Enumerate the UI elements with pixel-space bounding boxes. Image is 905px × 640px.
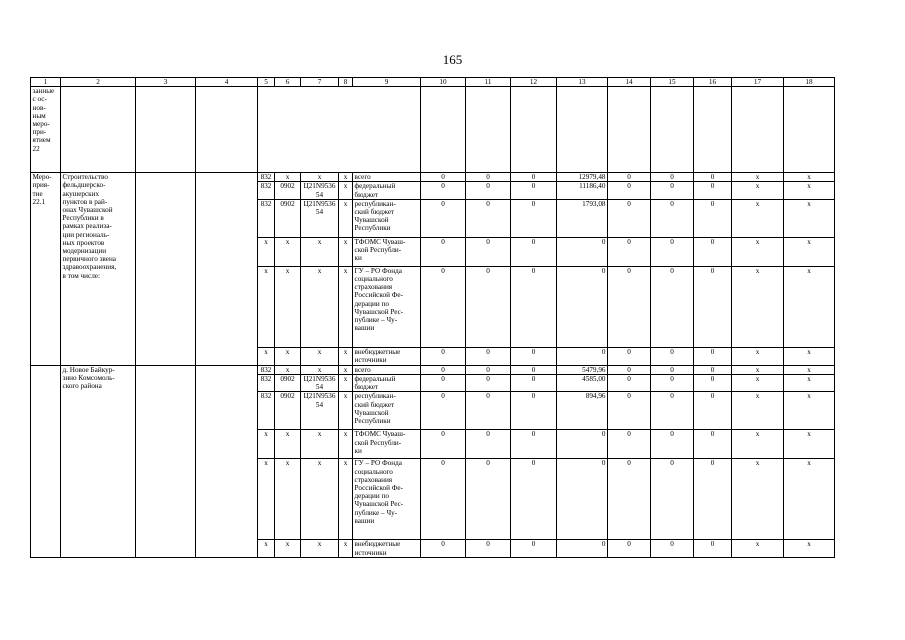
value-cell: x	[339, 347, 353, 365]
value-cell: 0	[557, 540, 608, 558]
value-cell: 832	[258, 199, 275, 237]
value-cell: 1793,08	[557, 199, 608, 237]
value-cell: 0	[466, 430, 511, 459]
value-cell: x	[732, 173, 784, 182]
value-cell: x	[732, 199, 784, 237]
value-cell: 894,96	[557, 392, 608, 430]
value-cell: 0	[694, 182, 732, 199]
value-cell: 0	[421, 237, 466, 266]
value-cell: 0	[511, 430, 557, 459]
column-number-12: 12	[511, 78, 557, 87]
value-cell: 0	[608, 237, 651, 266]
value-cell: 0	[557, 459, 608, 540]
value-cell: 0	[651, 237, 694, 266]
value-cell: x	[784, 459, 835, 540]
funding-source-cell: внебюджетные источники	[353, 540, 421, 558]
value-cell: x	[275, 540, 301, 558]
table-row	[31, 173, 835, 182]
empty-cell	[136, 173, 196, 366]
value-cell: 0	[694, 430, 732, 459]
column-number-11: 11	[466, 78, 511, 87]
value-cell: 0	[466, 347, 511, 365]
value-cell: 0	[557, 266, 608, 347]
value-cell: x	[275, 347, 301, 365]
value-cell: 0	[608, 199, 651, 237]
empty-cell	[511, 87, 557, 173]
value-cell: x	[784, 237, 835, 266]
value-cell: x	[301, 459, 339, 540]
empty-cell	[136, 87, 196, 173]
funding-source-cell: ГУ – РО Фонда социального страхования Российской Фе- дерации по Чувашской Рес- публике – Чу- вашии	[353, 266, 421, 347]
value-cell: x	[301, 173, 339, 182]
value-cell: 0	[694, 266, 732, 347]
value-cell: x	[301, 430, 339, 459]
value-cell: 0	[421, 459, 466, 540]
measure-number-cell: Меро- прия- тие 22.1	[31, 173, 61, 366]
value-cell: x	[275, 430, 301, 459]
value-cell: 0	[466, 266, 511, 347]
value-cell: x	[339, 173, 353, 182]
value-cell: 0	[557, 237, 608, 266]
column-number-6: 6	[275, 78, 301, 87]
value-cell: x	[339, 430, 353, 459]
value-cell: 0	[608, 375, 651, 392]
empty-cell	[136, 365, 196, 558]
value-cell: x	[258, 237, 275, 266]
column-number-16: 16	[694, 78, 732, 87]
value-cell: x	[275, 237, 301, 266]
empty-cell	[732, 87, 784, 173]
value-cell: 832	[258, 173, 275, 182]
value-cell: 12979,48	[557, 173, 608, 182]
value-cell: 0	[651, 266, 694, 347]
value-cell: 0	[421, 430, 466, 459]
value-cell: 0	[511, 392, 557, 430]
value-cell: x	[258, 459, 275, 540]
value-cell: x	[784, 199, 835, 237]
value-cell: 0	[511, 459, 557, 540]
empty-cell	[466, 87, 511, 173]
value-cell: 0	[511, 540, 557, 558]
value-cell: x	[339, 375, 353, 392]
column-number-5: 5	[258, 78, 275, 87]
value-cell: 4585,00	[557, 375, 608, 392]
value-cell: x	[339, 266, 353, 347]
value-cell: x	[732, 365, 784, 374]
column-number-9: 9	[353, 78, 421, 87]
value-cell: 0	[608, 182, 651, 199]
value-cell: 0902	[275, 182, 301, 199]
funding-source-cell: всего	[353, 365, 421, 374]
empty-cell	[608, 87, 651, 173]
empty-cell	[258, 87, 421, 173]
value-cell: x	[784, 173, 835, 182]
empty-cell	[784, 87, 835, 173]
value-cell: 0	[608, 392, 651, 430]
value-cell: 0902	[275, 199, 301, 237]
value-cell: 5479,96	[557, 365, 608, 374]
value-cell: x	[339, 182, 353, 199]
value-cell: 0	[466, 237, 511, 266]
value-cell: 0	[651, 540, 694, 558]
value-cell: x	[258, 430, 275, 459]
value-cell: x	[732, 182, 784, 199]
column-number-row	[31, 78, 835, 87]
empty-cell	[196, 87, 258, 173]
value-cell: 0	[651, 459, 694, 540]
value-cell: x	[732, 237, 784, 266]
funding-source-cell: ГУ – РО Фонда социального страхования Российской Фе- дерации по Чувашской Рес- публике – Чу- вашии	[353, 459, 421, 540]
value-cell: 0	[694, 365, 732, 374]
funding-source-cell: республикан- ский бюджет Чувашской Республики	[353, 392, 421, 430]
value-cell: x	[301, 365, 339, 374]
value-cell: 0	[608, 430, 651, 459]
value-cell: 0	[511, 182, 557, 199]
value-cell: x	[339, 459, 353, 540]
value-cell: x	[339, 540, 353, 558]
empty-cell	[651, 87, 694, 173]
value-cell: 0	[466, 199, 511, 237]
value-cell: x	[784, 266, 835, 347]
value-cell: 0	[511, 347, 557, 365]
funding-source-cell: федеральный бюджет	[353, 375, 421, 392]
value-cell: 0	[511, 173, 557, 182]
value-cell: 0	[608, 266, 651, 347]
column-number-17: 17	[732, 78, 784, 87]
column-number-3: 3	[136, 78, 196, 87]
value-cell: 832	[258, 365, 275, 374]
value-cell: 0	[466, 459, 511, 540]
value-cell: x	[784, 365, 835, 374]
value-cell: x	[275, 365, 301, 374]
continued-measure-cell: занные с ос- нов- ным меро- при- ятием 22	[31, 87, 61, 173]
column-number-8: 8	[339, 78, 353, 87]
value-cell: 832	[258, 182, 275, 199]
value-cell: 0	[466, 392, 511, 430]
value-cell: 832	[258, 375, 275, 392]
value-cell: x	[258, 540, 275, 558]
funding-source-cell: федеральный бюджет	[353, 182, 421, 199]
page-number: 165	[442, 52, 463, 67]
value-cell: x	[275, 266, 301, 347]
value-cell: Ц21N9536 54	[301, 392, 339, 430]
value-cell: 0	[694, 392, 732, 430]
empty-cell	[61, 87, 136, 173]
value-cell: 0	[651, 199, 694, 237]
budget-table	[30, 77, 835, 558]
value-cell: 0	[651, 182, 694, 199]
value-cell: x	[784, 392, 835, 430]
value-cell: x	[732, 375, 784, 392]
value-cell: 0	[694, 347, 732, 365]
value-cell: 0902	[275, 392, 301, 430]
empty-cell	[557, 87, 608, 173]
value-cell: x	[339, 365, 353, 374]
value-cell: x	[784, 430, 835, 459]
value-cell: x	[732, 266, 784, 347]
column-number-13: 13	[557, 78, 608, 87]
value-cell: x	[732, 392, 784, 430]
column-number-15: 15	[651, 78, 694, 87]
value-cell: 0	[651, 375, 694, 392]
value-cell: x	[339, 392, 353, 430]
measure-name-cell: д. Новое Байкур- зино Комсомоль- ского района	[61, 365, 136, 558]
value-cell: x	[301, 540, 339, 558]
value-cell: x	[275, 459, 301, 540]
empty-cell	[196, 365, 258, 558]
value-cell: x	[784, 540, 835, 558]
value-cell: 0	[608, 173, 651, 182]
column-number-1: 1	[31, 78, 61, 87]
value-cell: x	[732, 430, 784, 459]
value-cell: 0	[511, 266, 557, 347]
value-cell: 11186,40	[557, 182, 608, 199]
value-cell: 0	[466, 182, 511, 199]
funding-source-cell: республикан- ский бюджет Чувашской Республики	[353, 199, 421, 237]
value-cell: 0	[651, 173, 694, 182]
value-cell: 0	[694, 173, 732, 182]
value-cell: 0	[421, 173, 466, 182]
value-cell: 0	[608, 365, 651, 374]
value-cell: Ц21N9536 54	[301, 182, 339, 199]
value-cell: 0	[511, 199, 557, 237]
column-number-2: 2	[61, 78, 136, 87]
funding-source-cell: всего	[353, 173, 421, 182]
value-cell: 0	[511, 365, 557, 374]
column-number-10: 10	[421, 78, 466, 87]
value-cell: 0	[608, 459, 651, 540]
value-cell: x	[301, 347, 339, 365]
value-cell: 0	[511, 237, 557, 266]
column-number-7: 7	[301, 78, 339, 87]
value-cell: x	[784, 347, 835, 365]
value-cell: Ц21N9536 54	[301, 199, 339, 237]
value-cell: 832	[258, 392, 275, 430]
value-cell: 0	[421, 540, 466, 558]
funding-source-cell: ТФОМС Чуваш- ской Республи- ки	[353, 430, 421, 459]
value-cell: x	[732, 459, 784, 540]
value-cell: 0	[421, 266, 466, 347]
value-cell: x	[301, 237, 339, 266]
value-cell: 0	[421, 347, 466, 365]
empty-cell	[196, 173, 258, 366]
column-number-14: 14	[608, 78, 651, 87]
measure-name-cell: Строительство фельдшерско- акушерских пунктов в рай- онах Чувашской Республики в рамках реализа- ции региональ- ных проектов модернизации первичного звена здравоохранения, в том числе:	[61, 173, 136, 366]
value-cell: x	[258, 347, 275, 365]
value-cell: 0	[466, 375, 511, 392]
value-cell: 0	[557, 430, 608, 459]
value-cell: 0	[466, 540, 511, 558]
value-cell: x	[258, 266, 275, 347]
value-cell: 0	[421, 392, 466, 430]
value-cell: 0	[421, 199, 466, 237]
value-cell: x	[275, 173, 301, 182]
value-cell: 0902	[275, 375, 301, 392]
value-cell: 0	[557, 347, 608, 365]
value-cell: x	[732, 347, 784, 365]
value-cell: 0	[651, 430, 694, 459]
value-cell: 0	[651, 347, 694, 365]
value-cell: x	[339, 237, 353, 266]
value-cell: 0	[694, 459, 732, 540]
value-cell: Ц21N9536 54	[301, 375, 339, 392]
value-cell: 0	[608, 347, 651, 365]
value-cell: 0	[694, 375, 732, 392]
value-cell: 0	[608, 540, 651, 558]
funding-source-cell: ТФОМС Чуваш- ской Республи- ки	[353, 237, 421, 266]
column-number-4: 4	[196, 78, 258, 87]
value-cell: 0	[651, 392, 694, 430]
empty-cell	[421, 87, 466, 173]
table-row	[31, 365, 835, 374]
empty-cell	[31, 365, 61, 558]
value-cell: x	[784, 375, 835, 392]
column-number-18: 18	[784, 78, 835, 87]
continued-row	[31, 87, 835, 173]
value-cell: 0	[651, 365, 694, 374]
value-cell: 0	[694, 199, 732, 237]
value-cell: 0	[694, 540, 732, 558]
value-cell: 0	[694, 237, 732, 266]
value-cell: 0	[466, 173, 511, 182]
value-cell: 0	[421, 182, 466, 199]
value-cell: x	[784, 182, 835, 199]
value-cell: x	[339, 199, 353, 237]
value-cell: 0	[511, 375, 557, 392]
value-cell: x	[301, 266, 339, 347]
value-cell: 0	[466, 365, 511, 374]
value-cell: x	[732, 540, 784, 558]
value-cell: 0	[421, 365, 466, 374]
value-cell: 0	[421, 375, 466, 392]
funding-source-cell: внебюджетные источники	[353, 347, 421, 365]
empty-cell	[694, 87, 732, 173]
